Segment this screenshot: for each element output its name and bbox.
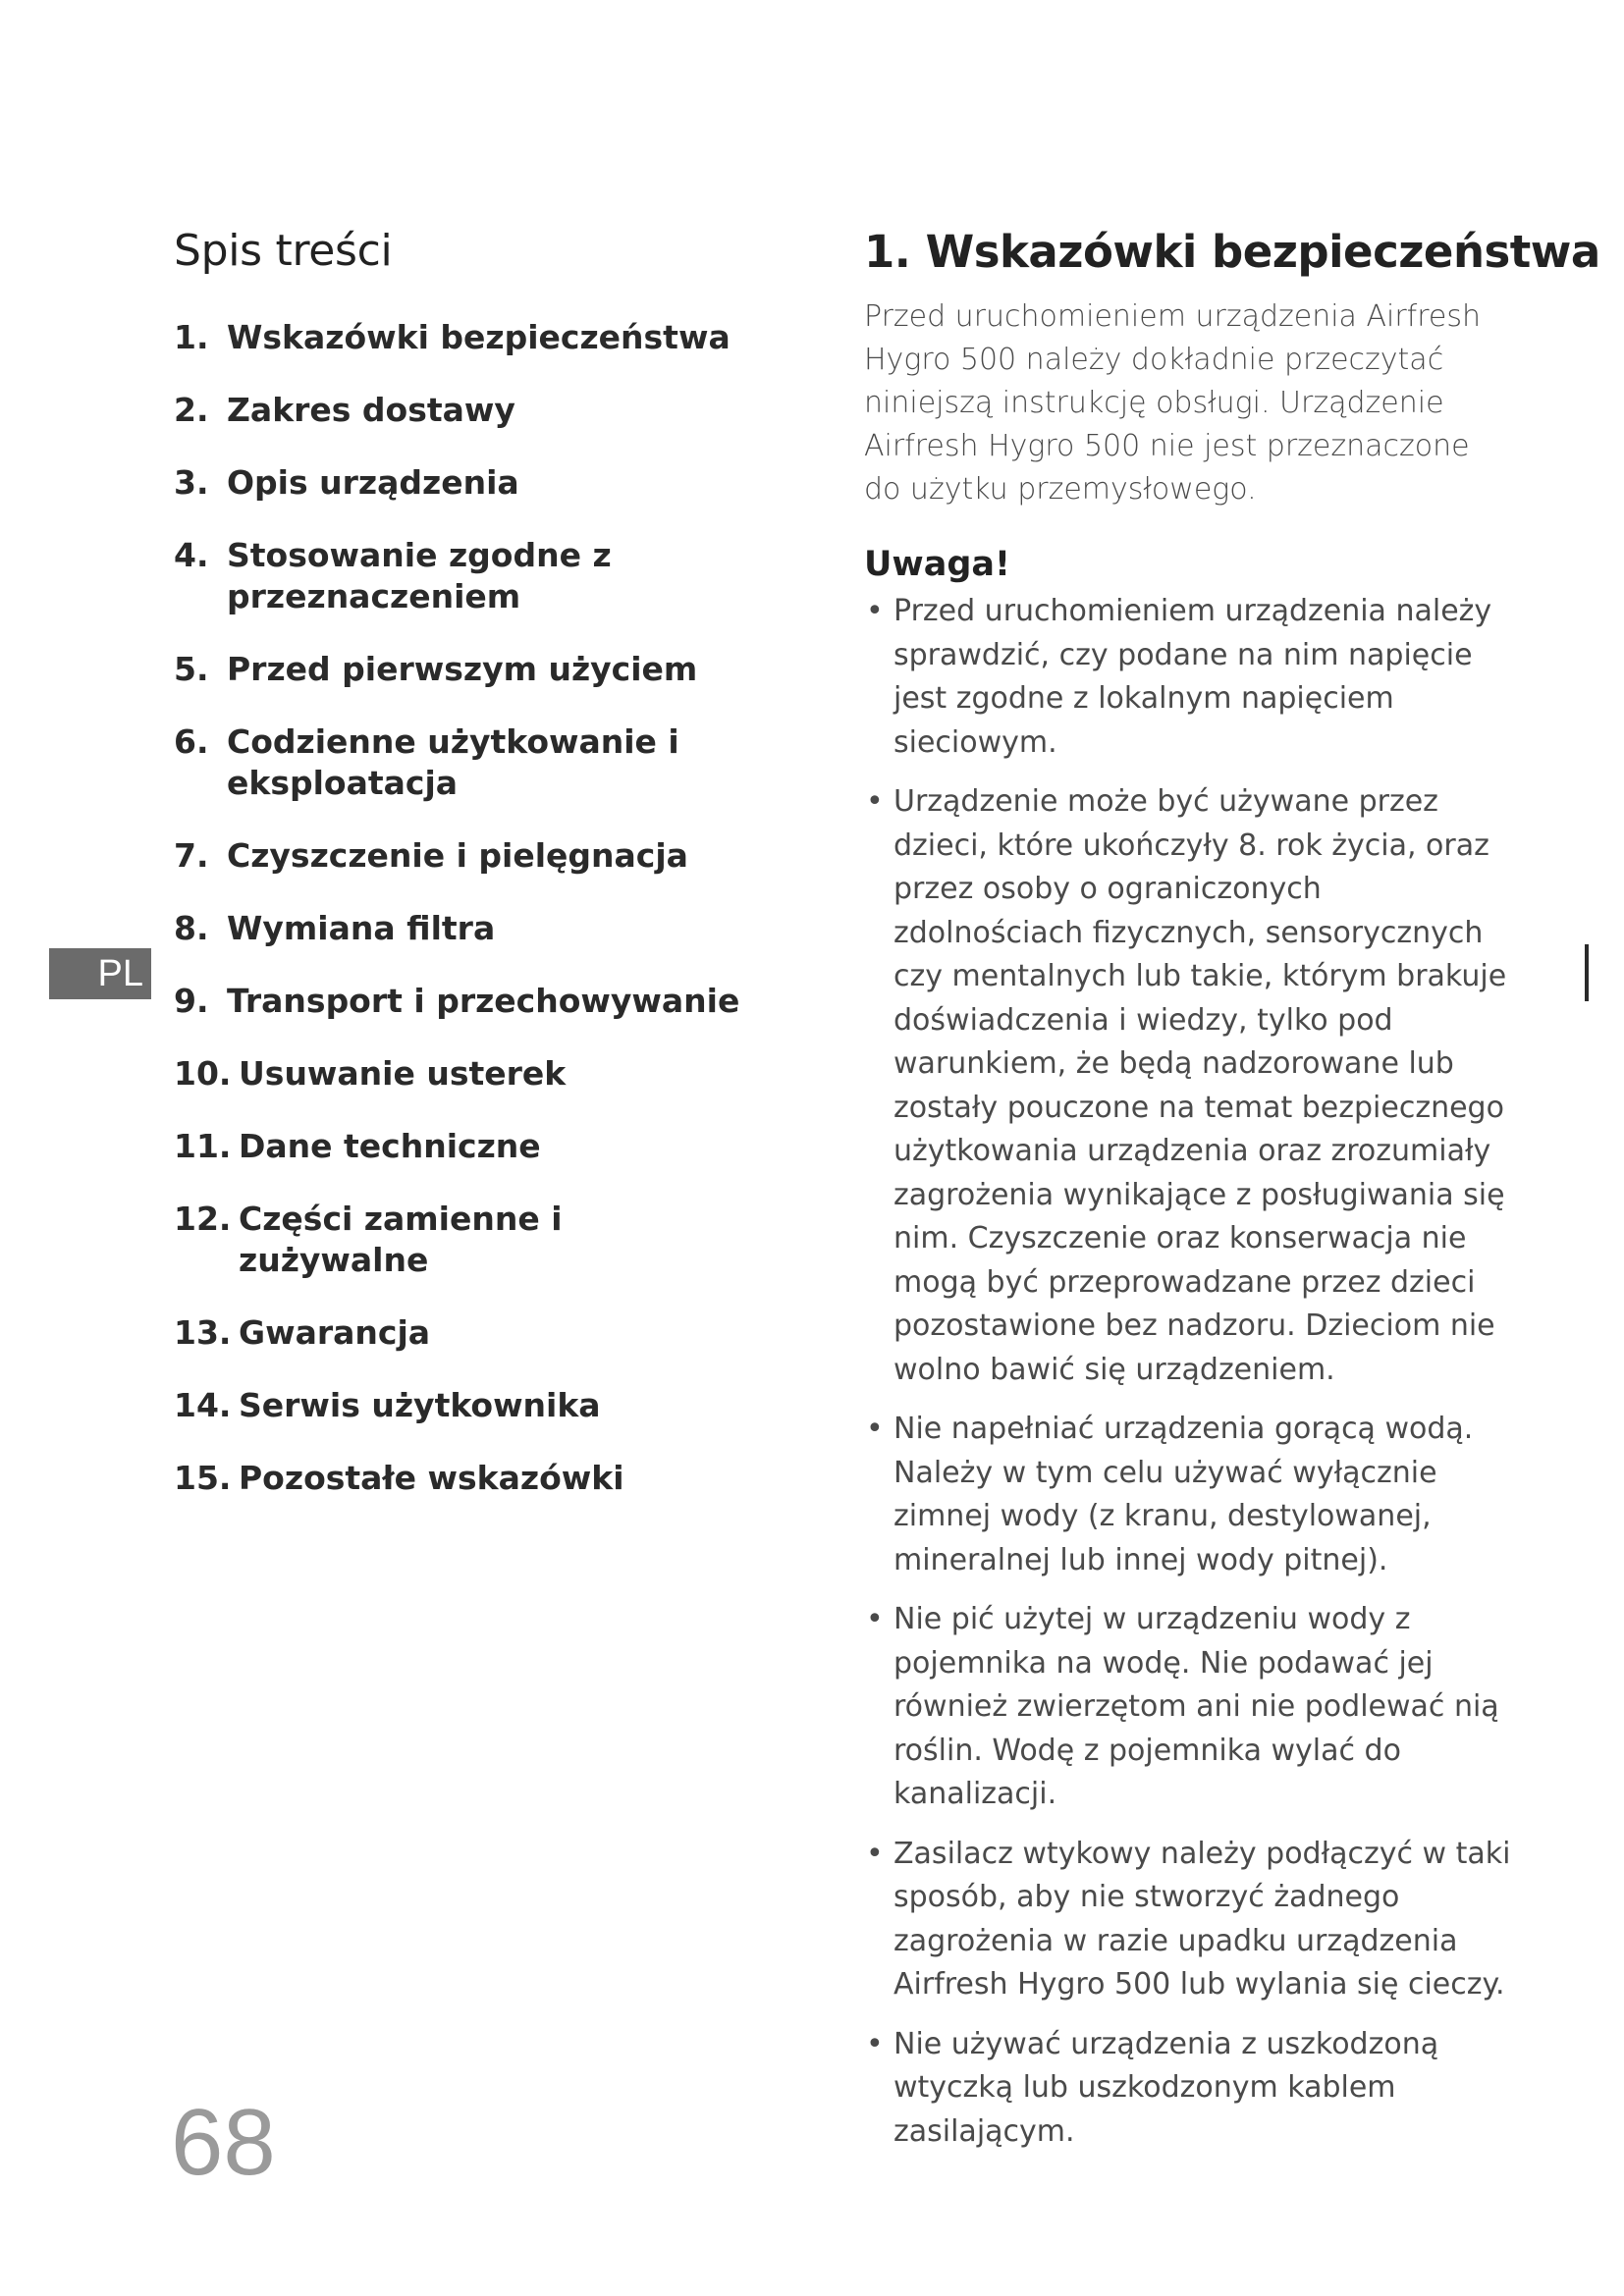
toc-item-label: Pozostałe wskazówki [239, 1459, 624, 1497]
safety-section [864, 226, 1600, 2169]
toc-item-number: 3. [174, 463, 209, 502]
toc-item-label: Opis urządzenia [227, 463, 519, 502]
list-item-text: Nie pić użytej w urządzeniu wody z pojemnika na wodę. Nie podawać jej również zwierzętom ani nie podlewać nią roślin. Wodę z pojemnika wylać do kanalizacji. [893, 1602, 1499, 1811]
list-item [864, 1408, 1512, 1582]
toc-item-number: 7. [174, 836, 209, 875]
toc-item-label: Zakres dostawy [227, 391, 515, 429]
section-title: 1. Wskazówki bezpieczeństwa [864, 226, 1600, 278]
list-item-text: Urządzenie może być używane przez dzieci, które ukończyły 8. rok życia, oraz przez osoby o ograniczonych zdolnościach fizycznych, sensorycznych czy mentalnych lub takie, którym brakuje doświadczenia i wiedzy, tylko pod warunkiem, że będą nadzorowane lub zostały pouczone na temat bezpiecznego użytkowania urządzenia oraz zrozumiały zagrożenia wynikające z posługiwania się nim. Czyszczenie oraz konserwacja nie mogą być przeprowadzane przez dzieci pozostawione bez nadzoru. Dzieciom nie wolno bawić się urządzeniem. [893, 784, 1507, 1387]
toc-item[interactable] [174, 721, 763, 804]
toc-item-number: 14. [174, 1386, 232, 1424]
list-item [864, 780, 1512, 1392]
toc-item[interactable] [174, 390, 763, 431]
toc-item[interactable] [174, 649, 763, 690]
bullet-icon: • [866, 784, 884, 819]
bullet-icon: • [866, 2026, 884, 2061]
warning-list [864, 590, 1512, 2154]
toc-item[interactable] [174, 317, 763, 358]
bullet-icon: • [866, 1412, 884, 1446]
language-badge: PL [49, 948, 151, 999]
toc-item-label: Przed pierwszym użyciem [227, 650, 698, 688]
page-number: 68 [171, 2090, 276, 2195]
toc-item-number: 4. [174, 536, 209, 574]
bullet-icon: • [866, 1836, 884, 1871]
bullet-icon: • [866, 1602, 884, 1636]
toc-item-number: 1. [174, 318, 209, 356]
list-item [864, 590, 1512, 765]
list-item-text: Nie używać urządzenia z uszkodzoną wtyczką lub uszkodzonym kablem zasilającym. [893, 2026, 1439, 2149]
toc-item-label: Codzienne użytkowanie i eksploatacja [227, 722, 679, 802]
list-item-text: Przed uruchomieniem urządzenia należy sprawdzić, czy podane na nim napięcie jest zgodne z lokalnym napięciem sieciowym. [893, 594, 1492, 760]
toc-item-number: 13. [174, 1313, 232, 1352]
toc-item[interactable] [174, 1385, 763, 1426]
toc-list [174, 317, 763, 1499]
toc-item-label: Transport i przechowywanie [227, 982, 740, 1020]
toc-item[interactable] [174, 981, 763, 1022]
toc-item-number: 10. [174, 1054, 232, 1093]
list-item-text: Nie napełniać urządzenia gorącą wodą. Należy w tym celu używać wyłącznie zimnej wody (z kranu, destylowanej, mineralnej lub innej wody pitnej). [893, 1412, 1474, 1577]
toc-item-number: 5. [174, 650, 209, 688]
toc-item[interactable] [174, 1458, 763, 1499]
list-item [864, 2023, 1512, 2155]
toc-item[interactable] [174, 1312, 763, 1354]
toc-item[interactable] [174, 1053, 763, 1095]
section-intro: Przed uruchomieniem urządzenia Airfresh Hygro 500 należy dokładnie przeczytać niniejszą instrukcję obsługi. Urządzenie Airfresh Hygro 500 nie jest przeznaczone do użytku przemysłowego. [864, 299, 1482, 507]
toc-item-label: Wskazówki bezpieczeństwa [227, 318, 731, 356]
table-of-contents [174, 226, 763, 1530]
toc-item-label: Dane techniczne [239, 1127, 541, 1165]
toc-item-number: 6. [174, 722, 209, 761]
toc-item-label: Gwarancja [239, 1313, 431, 1352]
toc-item-number: 2. [174, 391, 209, 429]
toc-item-number: 9. [174, 982, 209, 1020]
toc-item-label: Czyszczenie i pielęgnacja [227, 836, 688, 875]
side-marker-line [1585, 944, 1589, 1001]
toc-item-number: 11. [174, 1127, 232, 1165]
list-item [864, 1598, 1512, 1817]
toc-item-label: Stosowanie zgodne z przeznaczeniem [227, 536, 612, 615]
toc-item-number: 12. [174, 1200, 232, 1238]
toc-item[interactable] [174, 835, 763, 877]
warning-title: Uwaga! [864, 545, 1011, 584]
toc-item-label: Wymiana filtra [227, 909, 496, 947]
bullet-icon: • [866, 594, 884, 628]
toc-item-label: Usuwanie usterek [239, 1054, 567, 1093]
toc-item-number: 8. [174, 909, 209, 947]
toc-item-label: Serwis użytkownika [239, 1386, 601, 1424]
list-item [864, 1833, 1512, 2007]
toc-title: Spis treści [174, 226, 393, 276]
toc-item[interactable] [174, 535, 763, 617]
toc-item[interactable] [174, 462, 763, 504]
toc-item[interactable] [174, 908, 763, 949]
toc-item-label: Części zamienne i zużywalne [239, 1200, 563, 1279]
toc-item-number: 15. [174, 1459, 232, 1497]
toc-item[interactable] [174, 1126, 763, 1167]
list-item-text: Zasilacz wtykowy należy podłączyć w taki sposób, aby nie stworzyć żadnego zagrożenia w razie upadku urządzenia Airfresh Hygro 500 lub wylania się cieczy. [893, 1836, 1511, 2002]
toc-item[interactable] [174, 1199, 763, 1281]
